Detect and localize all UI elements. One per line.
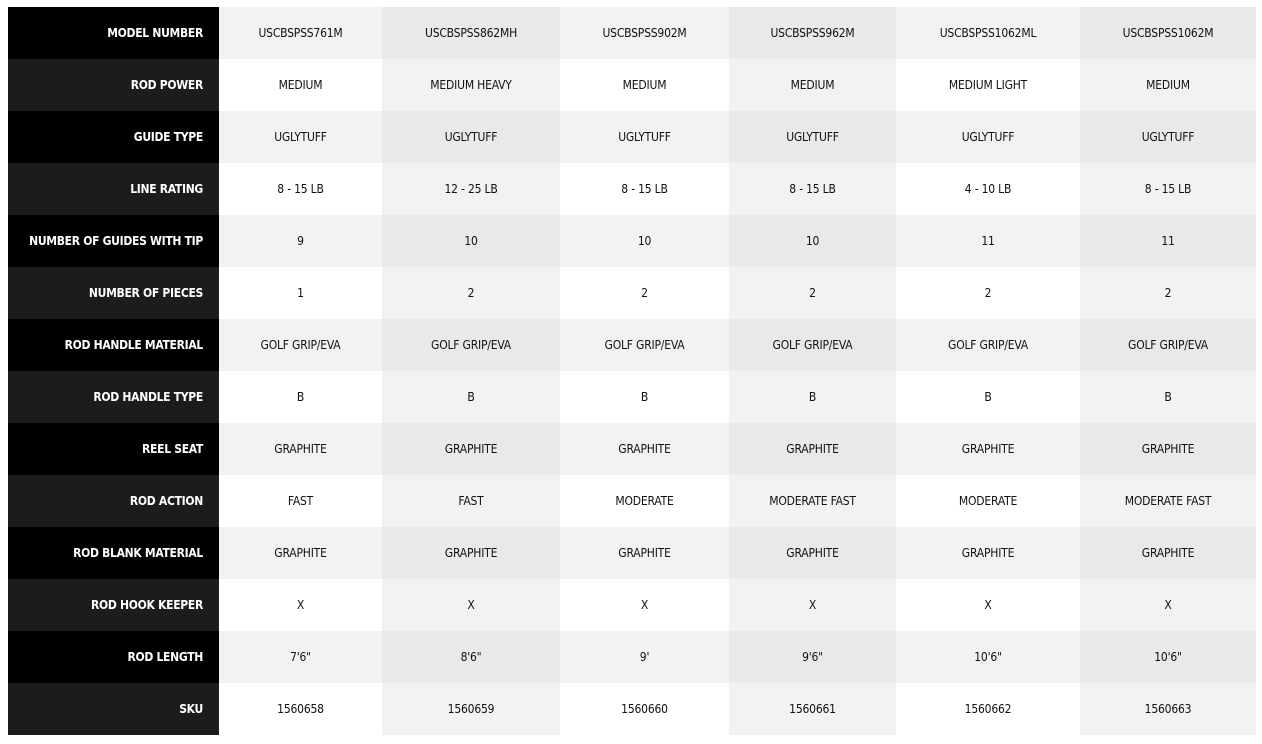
spec-value-cell: GOLF GRIP/EVA: [560, 319, 729, 371]
spec-value-cell: X: [219, 579, 382, 631]
spec-value-cell: 7'6": [219, 631, 382, 683]
spec-value-cell: 9'6": [729, 631, 896, 683]
spec-value-cell: B: [729, 371, 896, 423]
spec-value-cell: MEDIUM: [729, 59, 896, 111]
spec-value-cell: B: [1080, 371, 1256, 423]
spec-value-cell: MEDIUM HEAVY: [382, 59, 560, 111]
row-label: ROD HANDLE TYPE: [8, 371, 219, 423]
spec-value-cell: MEDIUM LIGHT: [896, 59, 1080, 111]
spec-value-cell: UGLYTUFF: [1080, 111, 1256, 163]
table-row: [8, 59, 1256, 111]
row-label: ROD LENGTH: [8, 631, 219, 683]
spec-value-cell: 4 - 10 LB: [896, 163, 1080, 215]
spec-value-cell: 9: [219, 215, 382, 267]
row-label: NUMBER OF PIECES: [8, 267, 219, 319]
spec-table-container: [8, 7, 1256, 735]
spec-value-cell: 2: [560, 267, 729, 319]
model-number-cell: USCBSPSS761M: [219, 7, 382, 59]
row-label: ROD POWER: [8, 59, 219, 111]
row-label: NUMBER OF GUIDES WITH TIP: [8, 215, 219, 267]
model-number-cell: USCBSPSS1062ML: [896, 7, 1080, 59]
spec-value-cell: 8 - 15 LB: [219, 163, 382, 215]
spec-value-cell: 11: [1080, 215, 1256, 267]
spec-value-cell: X: [382, 579, 560, 631]
spec-value-cell: FAST: [219, 475, 382, 527]
rod-spec-table: [8, 7, 1256, 735]
model-number-cell: USCBSPSS862MH: [382, 7, 560, 59]
spec-value-cell: GRAPHITE: [382, 423, 560, 475]
spec-value-cell: 8 - 15 LB: [560, 163, 729, 215]
spec-value-cell: X: [1080, 579, 1256, 631]
spec-value-cell: 1: [219, 267, 382, 319]
spec-value-cell: GOLF GRIP/EVA: [382, 319, 560, 371]
spec-value-cell: GRAPHITE: [1080, 527, 1256, 579]
spec-value-cell: 10'6": [896, 631, 1080, 683]
spec-value-cell: UGLYTUFF: [729, 111, 896, 163]
spec-value-cell: GRAPHITE: [729, 527, 896, 579]
spec-value-cell: MEDIUM: [219, 59, 382, 111]
model-number-cell: USCBSPSS1062M: [1080, 7, 1256, 59]
table-row: [8, 7, 1256, 59]
sku-cell: 1560658: [219, 683, 382, 735]
spec-value-cell: 10: [382, 215, 560, 267]
table-row: [8, 527, 1256, 579]
spec-value-cell: B: [896, 371, 1080, 423]
spec-value-cell: GRAPHITE: [896, 423, 1080, 475]
spec-value-cell: MODERATE FAST: [1080, 475, 1256, 527]
spec-value-cell: B: [219, 371, 382, 423]
spec-value-cell: B: [560, 371, 729, 423]
spec-value-cell: GOLF GRIP/EVA: [1080, 319, 1256, 371]
spec-value-cell: GOLF GRIP/EVA: [219, 319, 382, 371]
row-label: ROD BLANK MATERIAL: [8, 527, 219, 579]
spec-value-cell: GRAPHITE: [219, 423, 382, 475]
row-label: SKU: [8, 683, 219, 735]
row-label: LINE RATING: [8, 163, 219, 215]
row-label: GUIDE TYPE: [8, 111, 219, 163]
spec-value-cell: 10'6": [1080, 631, 1256, 683]
spec-value-cell: X: [560, 579, 729, 631]
spec-value-cell: 2: [896, 267, 1080, 319]
model-number-cell: USCBSPSS962M: [729, 7, 896, 59]
spec-value-cell: 8 - 15 LB: [1080, 163, 1256, 215]
table-row: [8, 319, 1256, 371]
spec-value-cell: GRAPHITE: [896, 527, 1080, 579]
row-label: REEL SEAT: [8, 423, 219, 475]
row-label: ROD HOOK KEEPER: [8, 579, 219, 631]
spec-value-cell: X: [896, 579, 1080, 631]
table-row: [8, 683, 1256, 735]
spec-value-cell: X: [729, 579, 896, 631]
spec-value-cell: 10: [560, 215, 729, 267]
table-row: [8, 215, 1256, 267]
spec-value-cell: GRAPHITE: [560, 423, 729, 475]
spec-value-cell: 12 - 25 LB: [382, 163, 560, 215]
sku-cell: 1560659: [382, 683, 560, 735]
table-row: [8, 111, 1256, 163]
table-row: [8, 163, 1256, 215]
spec-value-cell: 2: [729, 267, 896, 319]
spec-value-cell: GOLF GRIP/EVA: [729, 319, 896, 371]
spec-value-cell: 2: [1080, 267, 1256, 319]
spec-value-cell: MODERATE FAST: [729, 475, 896, 527]
row-label: ROD ACTION: [8, 475, 219, 527]
spec-value-cell: MEDIUM: [1080, 59, 1256, 111]
row-label: ROD HANDLE MATERIAL: [8, 319, 219, 371]
spec-value-cell: 2: [382, 267, 560, 319]
table-row: [8, 475, 1256, 527]
spec-value-cell: GRAPHITE: [729, 423, 896, 475]
spec-table-body: [8, 7, 1256, 735]
spec-value-cell: UGLYTUFF: [219, 111, 382, 163]
spec-value-cell: 11: [896, 215, 1080, 267]
spec-value-cell: UGLYTUFF: [560, 111, 729, 163]
spec-value-cell: MEDIUM: [560, 59, 729, 111]
spec-value-cell: GRAPHITE: [382, 527, 560, 579]
spec-value-cell: 8'6": [382, 631, 560, 683]
sku-cell: 1560660: [560, 683, 729, 735]
spec-value-cell: GRAPHITE: [219, 527, 382, 579]
spec-value-cell: MODERATE: [896, 475, 1080, 527]
model-number-cell: USCBSPSS902M: [560, 7, 729, 59]
spec-value-cell: FAST: [382, 475, 560, 527]
row-label: MODEL NUMBER: [8, 7, 219, 59]
spec-value-cell: 9': [560, 631, 729, 683]
table-row: [8, 371, 1256, 423]
table-row: [8, 267, 1256, 319]
spec-value-cell: UGLYTUFF: [382, 111, 560, 163]
sku-cell: 1560663: [1080, 683, 1256, 735]
spec-value-cell: 10: [729, 215, 896, 267]
spec-value-cell: 8 - 15 LB: [729, 163, 896, 215]
table-row: [8, 423, 1256, 475]
sku-cell: 1560661: [729, 683, 896, 735]
table-row: [8, 579, 1256, 631]
spec-value-cell: MODERATE: [560, 475, 729, 527]
spec-value-cell: GRAPHITE: [1080, 423, 1256, 475]
spec-value-cell: GRAPHITE: [560, 527, 729, 579]
sku-cell: 1560662: [896, 683, 1080, 735]
table-row: [8, 631, 1256, 683]
spec-value-cell: UGLYTUFF: [896, 111, 1080, 163]
spec-value-cell: B: [382, 371, 560, 423]
spec-value-cell: GOLF GRIP/EVA: [896, 319, 1080, 371]
